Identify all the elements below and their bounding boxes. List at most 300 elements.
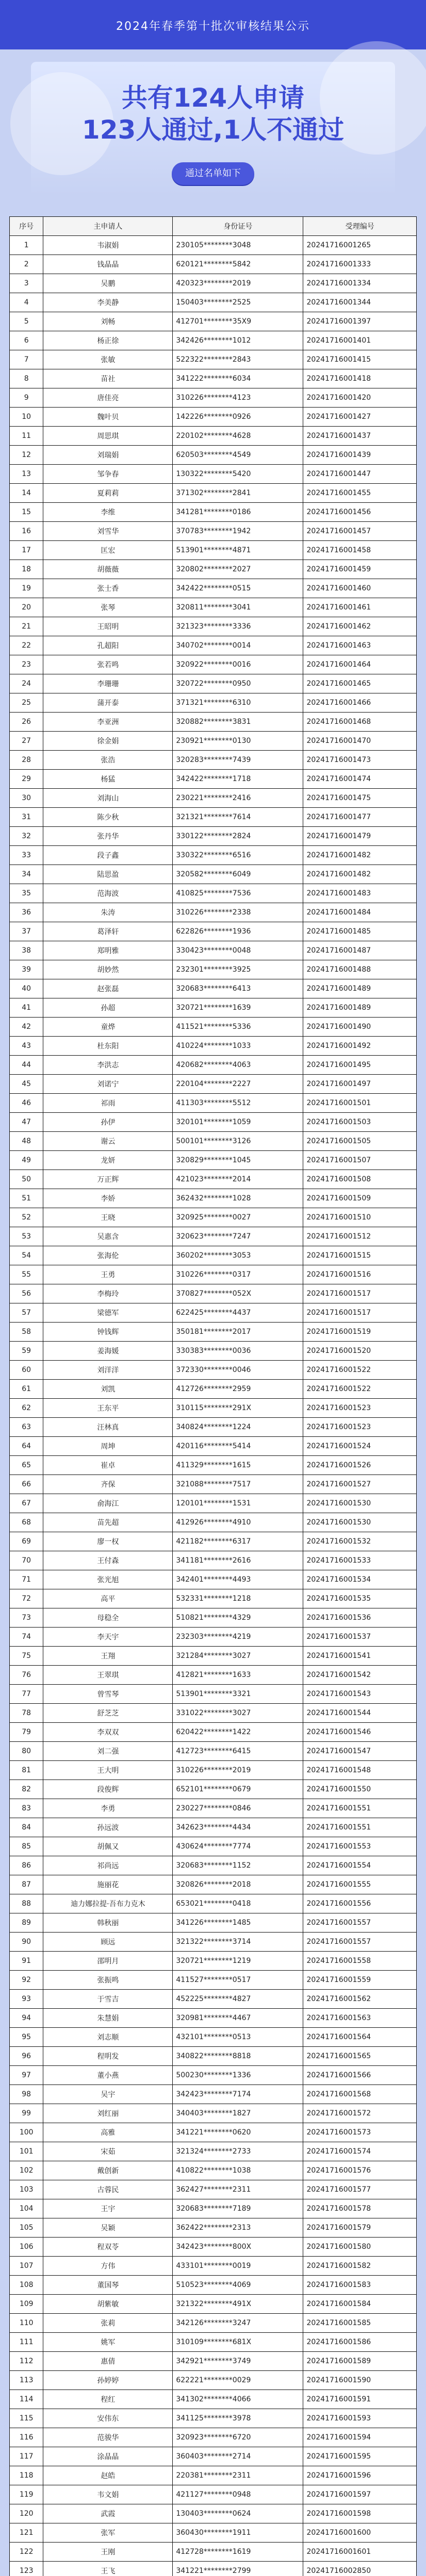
acceptance-number: 20241716001536 — [303, 1608, 417, 1628]
id-number: 360403********2714 — [173, 2447, 303, 2466]
acceptance-number: 20241716001566 — [303, 2066, 417, 2085]
table-row — [10, 2295, 417, 2314]
acceptance-number: 20241716001522 — [303, 1361, 417, 1380]
table-row — [10, 846, 417, 865]
id-number: 320922********0016 — [173, 655, 303, 674]
acceptance-number: 20241716001501 — [303, 1094, 417, 1113]
row-index: 42 — [10, 1018, 43, 1037]
id-number: 342422********0515 — [173, 579, 303, 598]
applicant-name: 张海伦 — [43, 1246, 173, 1265]
row-index: 64 — [10, 1437, 43, 1456]
acceptance-number: 20241716001415 — [303, 350, 417, 369]
acceptance-number: 20241716001517 — [303, 1303, 417, 1323]
row-index: 35 — [10, 884, 43, 903]
acceptance-number: 20241716001562 — [303, 1990, 417, 2009]
applicant-name: 董小燕 — [43, 2066, 173, 2085]
id-number: 341226********1485 — [173, 1913, 303, 1933]
id-number: 620422********1422 — [173, 1723, 303, 1742]
table-row — [10, 2333, 417, 2352]
id-number: 410825********7536 — [173, 884, 303, 903]
row-index: 83 — [10, 1799, 43, 1818]
acceptance-number: 20241716001576 — [303, 2161, 417, 2180]
row-index: 2 — [10, 255, 43, 274]
row-index: 93 — [10, 1990, 43, 2009]
row-index: 114 — [10, 2390, 43, 2409]
acceptance-number: 20241716001572 — [303, 2104, 417, 2123]
applicant-name: 崔卓 — [43, 1456, 173, 1475]
id-number: 350181********2017 — [173, 1323, 303, 1342]
table-row — [10, 1075, 417, 1094]
id-number: 522322********2843 — [173, 350, 303, 369]
id-number: 360202********3053 — [173, 1246, 303, 1265]
row-index: 18 — [10, 560, 43, 579]
applicant-name: 程红 — [43, 2390, 173, 2409]
table-row — [10, 2485, 417, 2504]
row-index: 75 — [10, 1647, 43, 1666]
table-row — [10, 1856, 417, 1875]
id-number: 321321********7614 — [173, 808, 303, 827]
applicant-name: 周坤 — [43, 1437, 173, 1456]
applicant-name: 韦淑娟 — [43, 236, 173, 255]
table-row — [10, 350, 417, 369]
table-row — [10, 2180, 417, 2199]
acceptance-number: 20241716001591 — [303, 2390, 417, 2409]
row-index: 92 — [10, 1971, 43, 1990]
row-index: 57 — [10, 1303, 43, 1323]
id-number: 370827********052X — [173, 1284, 303, 1303]
id-number: 342426********1012 — [173, 331, 303, 350]
id-number: 330383********0036 — [173, 1342, 303, 1361]
row-index: 31 — [10, 808, 43, 827]
acceptance-number: 20241716001457 — [303, 522, 417, 541]
table-row — [10, 503, 417, 522]
table-row — [10, 1628, 417, 1647]
table-row — [10, 1818, 417, 1837]
applicant-name: 梁德军 — [43, 1303, 173, 1323]
applicant-name: 涂晶晶 — [43, 2447, 173, 2466]
applicant-name: 刘红丽 — [43, 2104, 173, 2123]
id-number: 120101********1531 — [173, 1494, 303, 1513]
acceptance-number: 20241716001459 — [303, 560, 417, 579]
id-number: 652101********0679 — [173, 1780, 303, 1799]
table-row — [10, 1018, 417, 1037]
id-number: 320923********6720 — [173, 2428, 303, 2447]
table-row — [10, 1685, 417, 1704]
row-index: 61 — [10, 1380, 43, 1399]
applicant-name: 方伟 — [43, 2257, 173, 2276]
id-number: 371321********6310 — [173, 693, 303, 713]
id-number: 342921********3749 — [173, 2352, 303, 2371]
row-index: 8 — [10, 369, 43, 388]
acceptance-number: 20241716001466 — [303, 693, 417, 713]
table-row — [10, 2428, 417, 2447]
id-number: 420682********4063 — [173, 1056, 303, 1075]
id-number: 320802********2027 — [173, 560, 303, 579]
applicant-name: 舒芝芝 — [43, 1704, 173, 1723]
acceptance-number: 20241716001593 — [303, 2409, 417, 2428]
table-row — [10, 713, 417, 732]
table-row — [10, 2161, 417, 2180]
id-number: 341125********3978 — [173, 2409, 303, 2428]
table-row — [10, 1704, 417, 1723]
acceptance-number: 20241716001473 — [303, 751, 417, 770]
row-index: 73 — [10, 1608, 43, 1628]
id-number: 412726********2959 — [173, 1380, 303, 1399]
table-row — [10, 2142, 417, 2161]
row-index: 68 — [10, 1513, 43, 1532]
acceptance-number: 20241716001485 — [303, 922, 417, 941]
row-index: 81 — [10, 1761, 43, 1780]
id-number: 320722********0950 — [173, 674, 303, 693]
row-index: 19 — [10, 579, 43, 598]
table-row — [10, 2276, 417, 2295]
applicant-name: 范海波 — [43, 884, 173, 903]
table-row — [10, 1933, 417, 1952]
row-index: 89 — [10, 1913, 43, 1933]
acceptance-number: 20241716001458 — [303, 541, 417, 560]
id-number: 230227********0846 — [173, 1799, 303, 1818]
applicant-name: 张莉 — [43, 2314, 173, 2333]
id-number: 412701********35X9 — [173, 312, 303, 331]
applicant-name: 刘洋洋 — [43, 1361, 173, 1380]
column-header: 身份证号 — [173, 217, 303, 236]
table-row — [10, 655, 417, 674]
id-number: 411521********5336 — [173, 1018, 303, 1037]
id-number: 320925********0027 — [173, 1208, 303, 1227]
applicant-name: 程明发 — [43, 2047, 173, 2066]
applicant-name: 戴创新 — [43, 2161, 173, 2180]
table-row — [10, 865, 417, 884]
acceptance-number: 20241716001557 — [303, 1913, 417, 1933]
applicant-name: 张光旭 — [43, 1570, 173, 1589]
table-row — [10, 408, 417, 427]
row-index: 3 — [10, 274, 43, 293]
id-number: 500101********3126 — [173, 1132, 303, 1151]
id-number: 620121********5842 — [173, 255, 303, 274]
row-index: 111 — [10, 2333, 43, 2352]
applicant-name: 程双苓 — [43, 2238, 173, 2257]
acceptance-number: 20241716001563 — [303, 2009, 417, 2028]
acceptance-number: 20241716001600 — [303, 2523, 417, 2543]
row-index: 5 — [10, 312, 43, 331]
table-row — [10, 732, 417, 751]
table-row — [10, 2466, 417, 2485]
id-number: 410224********1033 — [173, 1037, 303, 1056]
row-index: 88 — [10, 1894, 43, 1913]
applicant-name: 张振鸣 — [43, 1971, 173, 1990]
id-number: 342423********7174 — [173, 2085, 303, 2104]
applicant-name: 王翔 — [43, 1647, 173, 1666]
id-number: 411329********1615 — [173, 1456, 303, 1475]
table-row — [10, 1666, 417, 1685]
row-index: 29 — [10, 770, 43, 789]
table-row — [10, 1037, 417, 1056]
applicant-name: 迪力娜拉提·吾布力克木 — [43, 1894, 173, 1913]
row-index: 118 — [10, 2466, 43, 2485]
acceptance-number: 20241716001543 — [303, 1685, 417, 1704]
acceptance-number: 20241716001503 — [303, 1113, 417, 1132]
row-index: 96 — [10, 2047, 43, 2066]
id-number: 321322********491X — [173, 2295, 303, 2314]
acceptance-number: 20241716001535 — [303, 1589, 417, 1608]
row-index: 63 — [10, 1418, 43, 1437]
row-index: 105 — [10, 2218, 43, 2238]
row-index: 30 — [10, 789, 43, 808]
row-index: 14 — [10, 484, 43, 503]
table-row — [10, 808, 417, 827]
column-header: 序号 — [10, 217, 43, 236]
applicant-name: 王勇 — [43, 1265, 173, 1284]
acceptance-number: 20241716001579 — [303, 2218, 417, 2238]
table-row — [10, 1608, 417, 1628]
applicant-name: 廖一权 — [43, 1532, 173, 1551]
row-index: 119 — [10, 2485, 43, 2504]
applicant-name: 张敏 — [43, 350, 173, 369]
applicant-name: 刘瑞娟 — [43, 446, 173, 465]
row-index: 16 — [10, 522, 43, 541]
table-row — [10, 693, 417, 713]
applicant-name: 王付森 — [43, 1551, 173, 1570]
approved-list-button[interactable]: 通过名单如下 — [172, 162, 254, 185]
acceptance-number: 20241716001334 — [303, 274, 417, 293]
acceptance-number: 20241716001553 — [303, 1837, 417, 1856]
acceptance-number: 20241716001464 — [303, 655, 417, 674]
acceptance-number: 20241716001527 — [303, 1475, 417, 1494]
applicant-name: 王东平 — [43, 1399, 173, 1418]
acceptance-number: 20241716001526 — [303, 1456, 417, 1475]
id-number: 421023********2014 — [173, 1170, 303, 1189]
applicant-name: 李双双 — [43, 1723, 173, 1742]
acceptance-number: 20241716001598 — [303, 2504, 417, 2523]
applicant-name: 祁尚远 — [43, 1856, 173, 1875]
row-index: 38 — [10, 941, 43, 960]
acceptance-number: 20241716001573 — [303, 2123, 417, 2142]
applicant-name: 安伟东 — [43, 2409, 173, 2428]
table-row — [10, 1875, 417, 1894]
acceptance-number: 20241716001418 — [303, 369, 417, 388]
acceptance-number: 20241716001495 — [303, 1056, 417, 1075]
id-number: 342623********4434 — [173, 1818, 303, 1837]
id-number: 321284********3027 — [173, 1647, 303, 1666]
id-number: 341181********2616 — [173, 1551, 303, 1570]
row-index: 26 — [10, 713, 43, 732]
applicant-name: 孙伊 — [43, 1113, 173, 1132]
applicant-name: 蒲开泰 — [43, 693, 173, 713]
id-number: 342401********4493 — [173, 1570, 303, 1589]
row-index: 102 — [10, 2161, 43, 2180]
table-row — [10, 2314, 417, 2333]
applicant-name: 胡妙然 — [43, 960, 173, 979]
id-number: 411527********0517 — [173, 1971, 303, 1990]
table-row — [10, 465, 417, 484]
applicant-name: 王飞 — [43, 2562, 173, 2576]
table-row — [10, 1056, 417, 1075]
column-header: 受理编号 — [303, 217, 417, 236]
id-number: 320882********3831 — [173, 713, 303, 732]
row-index: 112 — [10, 2352, 43, 2371]
applicant-name: 胡紫敏 — [43, 2295, 173, 2314]
row-index: 51 — [10, 1189, 43, 1208]
table-row — [10, 1570, 417, 1589]
acceptance-number: 20241716001574 — [303, 2142, 417, 2161]
acceptance-number: 20241716001456 — [303, 503, 417, 522]
table-row — [10, 903, 417, 922]
id-number: 220381********2311 — [173, 2466, 303, 2485]
table-row — [10, 560, 417, 579]
applicant-name: 万正辉 — [43, 1170, 173, 1189]
id-number: 320829********1045 — [173, 1151, 303, 1170]
applicant-name: 刘二强 — [43, 1742, 173, 1761]
id-number: 320826********2018 — [173, 1875, 303, 1894]
id-number: 320683********7189 — [173, 2199, 303, 2218]
applicant-name: 顾远 — [43, 1933, 173, 1952]
row-index: 78 — [10, 1704, 43, 1723]
row-index: 109 — [10, 2295, 43, 2314]
acceptance-number: 20241716001487 — [303, 941, 417, 960]
row-index: 22 — [10, 636, 43, 655]
acceptance-number: 20241716001533 — [303, 1551, 417, 1570]
table-header-row — [10, 217, 417, 236]
table-row — [10, 979, 417, 998]
table-row — [10, 1094, 417, 1113]
row-index: 104 — [10, 2199, 43, 2218]
table-row — [10, 2199, 417, 2218]
acceptance-number: 20241716001470 — [303, 732, 417, 751]
id-number: 220104********2227 — [173, 1075, 303, 1094]
row-index: 1 — [10, 236, 43, 255]
acceptance-number: 20241716001559 — [303, 1971, 417, 1990]
row-index: 82 — [10, 1780, 43, 1799]
row-index: 58 — [10, 1323, 43, 1342]
id-number: 340824********1224 — [173, 1418, 303, 1437]
table-row — [10, 1284, 417, 1303]
id-number: 310109********681X — [173, 2333, 303, 2352]
table-row — [10, 2066, 417, 2085]
table-row — [10, 1399, 417, 1418]
applicant-name: 俞海江 — [43, 1494, 173, 1513]
acceptance-number: 20241716001483 — [303, 884, 417, 903]
table-row — [10, 1456, 417, 1475]
acceptance-number: 20241716001489 — [303, 979, 417, 998]
acceptance-number: 20241716001596 — [303, 2466, 417, 2485]
applicant-name: 徐金娟 — [43, 732, 173, 751]
table-row — [10, 1246, 417, 1265]
applicant-name: 张浩 — [43, 751, 173, 770]
applicant-name: 王昭明 — [43, 617, 173, 636]
acceptance-number: 20241716001601 — [303, 2543, 417, 2562]
row-index: 91 — [10, 1952, 43, 1971]
acceptance-number: 20241716001530 — [303, 1494, 417, 1513]
table-row — [10, 1647, 417, 1666]
table-row — [10, 1208, 417, 1227]
row-index: 40 — [10, 979, 43, 998]
applicant-name: 杜东阳 — [43, 1037, 173, 1056]
applicant-name: 龙妍 — [43, 1151, 173, 1170]
acceptance-number: 20241716001550 — [303, 1780, 417, 1799]
acceptance-number: 20241716001558 — [303, 1952, 417, 1971]
table-row — [10, 1589, 417, 1608]
table-row — [10, 884, 417, 903]
row-index: 71 — [10, 1570, 43, 1589]
applicant-name: 苗社 — [43, 369, 173, 388]
applicant-name: 张丹华 — [43, 827, 173, 846]
row-index: 20 — [10, 598, 43, 617]
acceptance-number: 20241716001551 — [303, 1799, 417, 1818]
applicant-name: 郑明雅 — [43, 941, 173, 960]
row-index: 123 — [10, 2562, 43, 2576]
id-number: 362422********2313 — [173, 2218, 303, 2238]
table-row — [10, 827, 417, 846]
table-row — [10, 789, 417, 808]
table-row — [10, 674, 417, 693]
id-number: 310226********2019 — [173, 1761, 303, 1780]
row-index: 56 — [10, 1284, 43, 1303]
applicant-name: 钟钱辉 — [43, 1323, 173, 1342]
id-number: 412728********1619 — [173, 2543, 303, 2562]
acceptance-number: 20241716001590 — [303, 2371, 417, 2390]
row-index: 107 — [10, 2257, 43, 2276]
applicant-name: 武霞 — [43, 2504, 173, 2523]
table-row — [10, 2257, 417, 2276]
applicant-name: 曾雪琴 — [43, 1685, 173, 1704]
acceptance-number: 20241716001420 — [303, 388, 417, 408]
applicant-name: 李珊珊 — [43, 674, 173, 693]
acceptance-number: 20241716001512 — [303, 1227, 417, 1246]
id-number: 653021********0418 — [173, 1894, 303, 1913]
applicant-name: 李维 — [43, 503, 173, 522]
acceptance-number: 20241716001597 — [303, 2485, 417, 2504]
row-index: 50 — [10, 1170, 43, 1189]
id-number: 341222********6034 — [173, 369, 303, 388]
id-number: 330423********0048 — [173, 941, 303, 960]
id-number: 330122********2824 — [173, 827, 303, 846]
table-row — [10, 1437, 417, 1456]
table-row — [10, 2352, 417, 2371]
acceptance-number: 20241716001580 — [303, 2238, 417, 2257]
id-number: 620503********4549 — [173, 446, 303, 465]
acceptance-number: 20241716001479 — [303, 827, 417, 846]
row-index: 77 — [10, 1685, 43, 1704]
acceptance-number: 20241716001510 — [303, 1208, 417, 1227]
table-row — [10, 1170, 417, 1189]
acceptance-number: 20241716001477 — [303, 808, 417, 827]
id-number: 412821********1633 — [173, 1666, 303, 1685]
row-index: 65 — [10, 1456, 43, 1475]
id-number: 310226********4123 — [173, 388, 303, 408]
applicant-name: 王翠琪 — [43, 1666, 173, 1685]
row-index: 52 — [10, 1208, 43, 1227]
row-index: 28 — [10, 751, 43, 770]
table-row — [10, 427, 417, 446]
table-row — [10, 2447, 417, 2466]
acceptance-number: 20241716001460 — [303, 579, 417, 598]
id-number: 412723********6415 — [173, 1742, 303, 1761]
applicant-name: 刘海山 — [43, 789, 173, 808]
applicant-name: 孙超 — [43, 998, 173, 1018]
row-index: 70 — [10, 1551, 43, 1570]
acceptance-number: 20241716001455 — [303, 484, 417, 503]
applicant-name: 李亚洲 — [43, 713, 173, 732]
table-row — [10, 369, 417, 388]
row-index: 53 — [10, 1227, 43, 1246]
row-index: 74 — [10, 1628, 43, 1647]
hero-banner — [31, 62, 395, 196]
id-number: 412926********4910 — [173, 1513, 303, 1532]
applicant-name: 董国琴 — [43, 2276, 173, 2295]
applicant-name: 胡佩又 — [43, 1837, 173, 1856]
row-index: 49 — [10, 1151, 43, 1170]
table-row — [10, 1913, 417, 1933]
